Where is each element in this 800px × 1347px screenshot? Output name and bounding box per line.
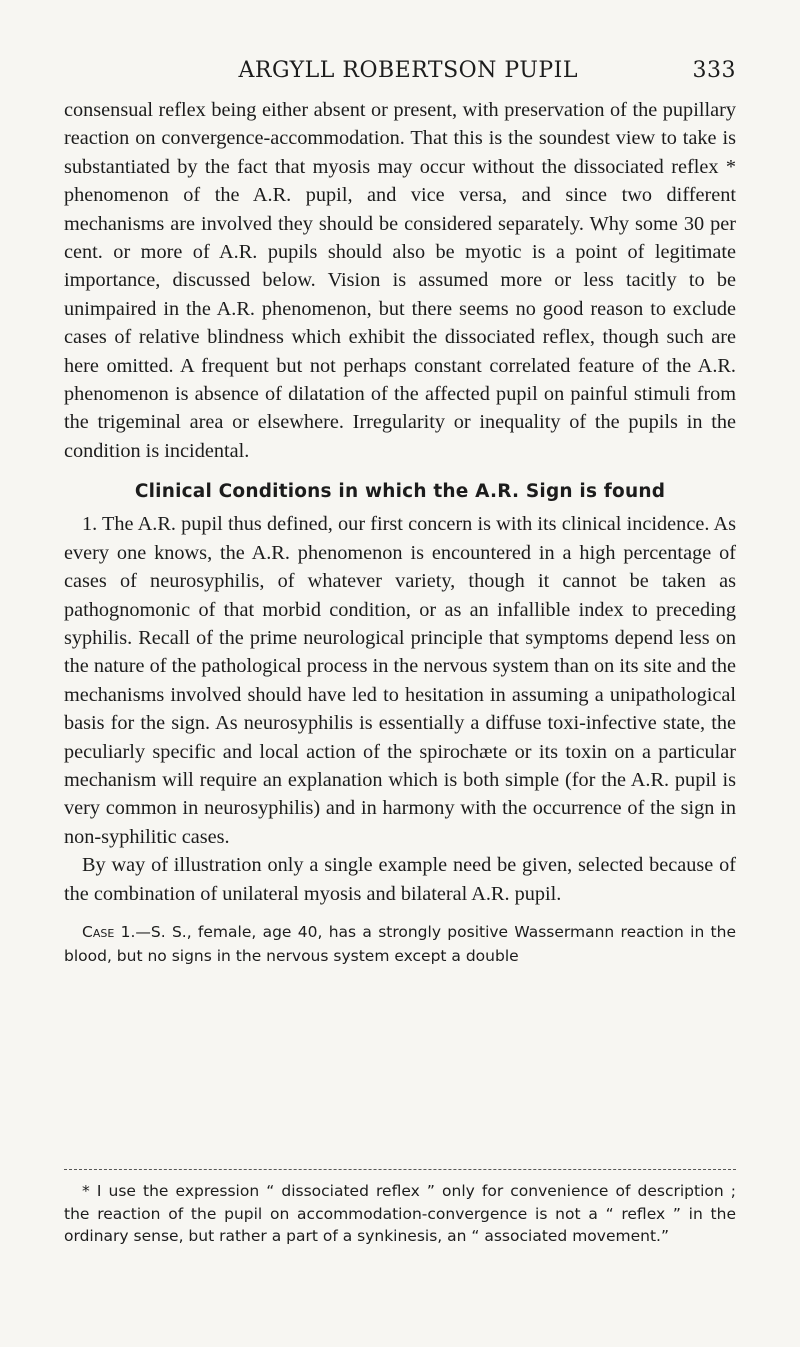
paragraph-1: consensual reflex being either absent or present, with preservation of the pupillary reaction on convergence-accommodation. That this is the soundest view to take is substantiated by the fact that myosis may occur without the dissociated reflex * phenomenon of the A.R. pupil, and vice versa, and since two different mechanisms are involved they should be considered separately. Why some 30 per cent. or more of A.R. pupils should also be myotic is a point of legitimate importance, discussed below. Vision is assumed more or less tacitly to be unimpaired in the A.R. phenomenon, but there seems no good reason to exclude cases of relative blindness which exhibit the dissociated reflex, though such are here omitted. A frequent but not perhaps constant correlated feature of the A.R. phenomenon is absence of dilatation of the affected pupil on painful stimuli from the trigeminal area or elsewhere. Irregularity or inequality of the pupils in the condition is incidental. xyxy=(64,99,736,462)
paragraph-2: 1. The A.R. pupil thus defined, our first concern is with its clinical incidence. As every one knows, the A.R. phenomenon is encountered in a high percentage of cases of neurosyphilis, of whatever variety, though it cannot be taken as pathognomonic of that morbid condition, or as an infallible index to preceding syphilis. Recall of the prime neurological principle that symptoms depend less on the nature of the pathological process in the nervous system than on its site and the mechanisms involved should have led to hesitation in assuming a unipathological basis for the sign. As neurosyphilis is essentially a diffuse toxi-infective state, the peculiarly specific and local action of the spirochæte or its toxin on a particular mechanism will require an explanation which is both simple (for the A.R. pupil is very common in neurosyphilis) and in harmony with the occurrence of the sign in non-syphilitic cases. xyxy=(64,513,736,848)
case-label: Case 1. xyxy=(82,922,136,941)
case-paragraph xyxy=(64,920,736,968)
body-text xyxy=(64,96,736,968)
page-number: 333 xyxy=(692,58,736,83)
footnote: * I use the expression “ dissociated reflex ” only for convenience of description ; the reaction of the pupil on accommodation-convergence is not a “ reflex ” in the ordinary sense, but rather a part of a synkinesis, an “ associated movement.” xyxy=(64,1182,736,1245)
running-title: ARGYLL ROBERTSON PUPIL xyxy=(238,58,578,83)
paragraph-3: By way of illustration only a single example need be given, selected because of the combination of unilateral myosis and bilateral A.R. pupil. xyxy=(64,854,736,905)
section-heading: Clinical Conditions in which the A.R. Sign is found xyxy=(134,481,666,503)
case-text: —S. S., female, age 40, has a strongly positive Wassermann reaction in the blood, but no signs in the nervous system except a double xyxy=(64,922,736,965)
footnote-divider xyxy=(64,1169,736,1170)
running-head xyxy=(64,58,736,83)
